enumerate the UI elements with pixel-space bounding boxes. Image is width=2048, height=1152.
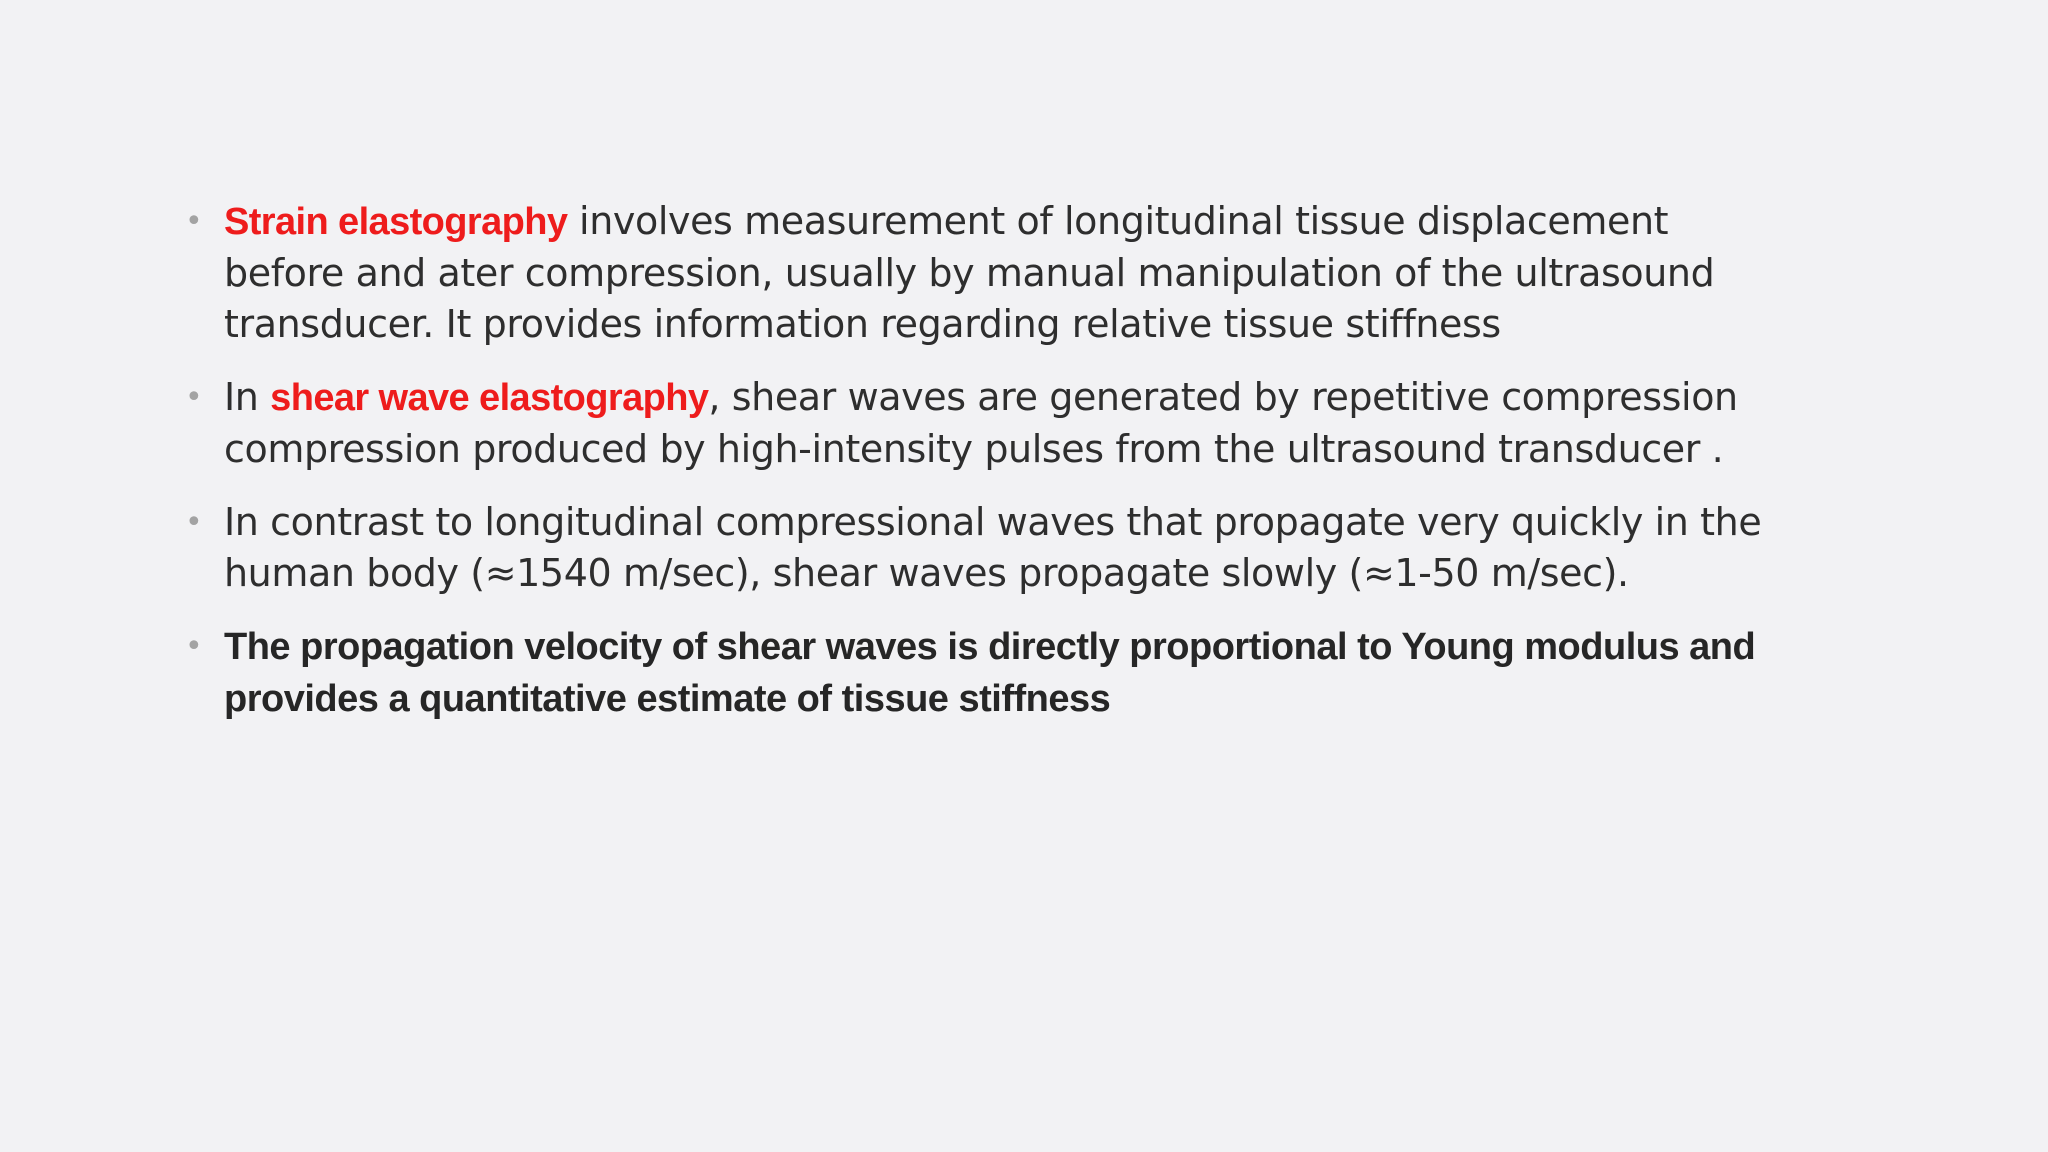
bullet-item-propagation-velocity (176, 621, 1796, 725)
bullet-icon: • (185, 505, 203, 540)
bullet-list (176, 196, 1796, 747)
bullet-text: In contrast to longitudinal compressional waves that propagate very quickly in the human body (≈1540 m/sec), shear waves propagate slowly (≈1-50 m/sec). (224, 500, 1762, 595)
bullet-icon: • (185, 204, 203, 239)
bullet-item-strain (176, 196, 1796, 350)
bullet-prefix: In (224, 375, 271, 419)
bullet-text: , shear waves are generated by repetitive compression compression produced by high-intensity pulses from the ultrasound transducer . (224, 375, 1738, 471)
bullet-text: involves measurement of longitudinal tissue displacement before and ater compression, usually by manual manipulation of the ultrasound transducer. It provides information regarding relative tissue stiffness (224, 199, 1715, 346)
bullet-item-shear-wave (176, 372, 1796, 475)
term-shear-wave-elastography: shear wave elastography (270, 377, 709, 419)
bullet-text-bold: The propagation velocity of shear waves is directly proportional to Young modulus and provides a quantitative estimate of tissue stiffness (224, 626, 1756, 720)
bullet-item-contrast (176, 497, 1796, 599)
bullet-icon: • (185, 629, 203, 664)
bullet-icon: • (185, 380, 203, 415)
term-strain-elastography: Strain elastography (224, 201, 568, 243)
